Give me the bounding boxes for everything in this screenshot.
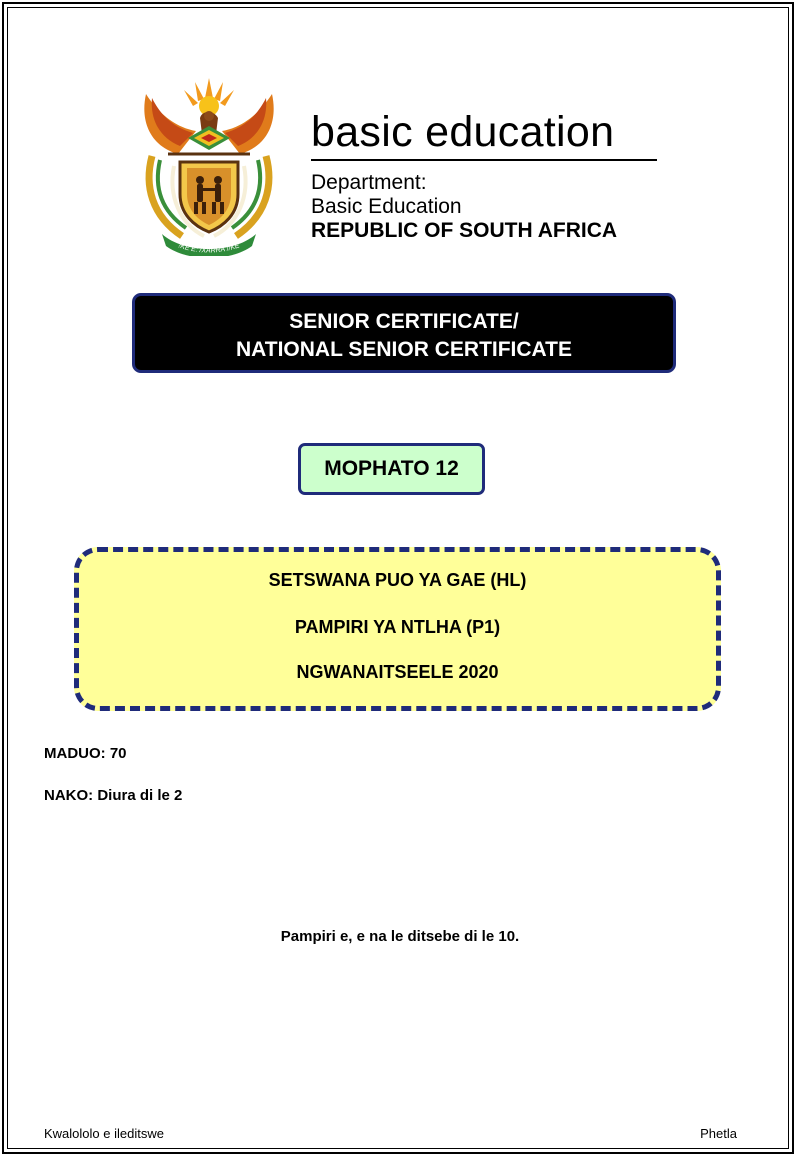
coat-of-arms-logo <box>138 76 280 256</box>
grade-badge: MOPHATO 12 <box>298 443 485 495</box>
marks-label: MADUO: 70 <box>44 745 127 762</box>
certificate-banner <box>132 293 676 373</box>
country-name: REPUBLIC OF SOUTH AFRICA <box>311 219 618 242</box>
department-label: Department: <box>311 171 427 194</box>
certificate-line-2: NATIONAL SENIOR CERTIFICATE <box>236 338 572 361</box>
footer-copyright: Kwalololo e ileditswe <box>44 1126 164 1141</box>
time-label: NAKO: Diura di le 2 <box>44 787 183 804</box>
brand-title: basic education <box>311 108 615 156</box>
pages-note: Pampiri e, e na le ditsebe di le 10. <box>280 928 520 945</box>
brand-divider <box>311 159 657 161</box>
subject-paper: PAMPIRI YA NTLHA (P1) <box>294 617 501 637</box>
department-branding <box>311 107 671 243</box>
department-name: Basic Education <box>311 195 462 218</box>
svg-text:!KE E: /XARRA //KE: !KE E: /XARRA //KE <box>177 242 241 255</box>
footer-turn-over: Phetla <box>700 1126 737 1141</box>
subject-session: NGWANAITSEELE 2020 <box>296 662 499 682</box>
certificate-line-1: SENIOR CERTIFICATE/ <box>289 310 519 333</box>
subject-language: SETSWANA PUO YA GAE (HL) <box>268 570 527 590</box>
subject-panel <box>74 547 721 711</box>
